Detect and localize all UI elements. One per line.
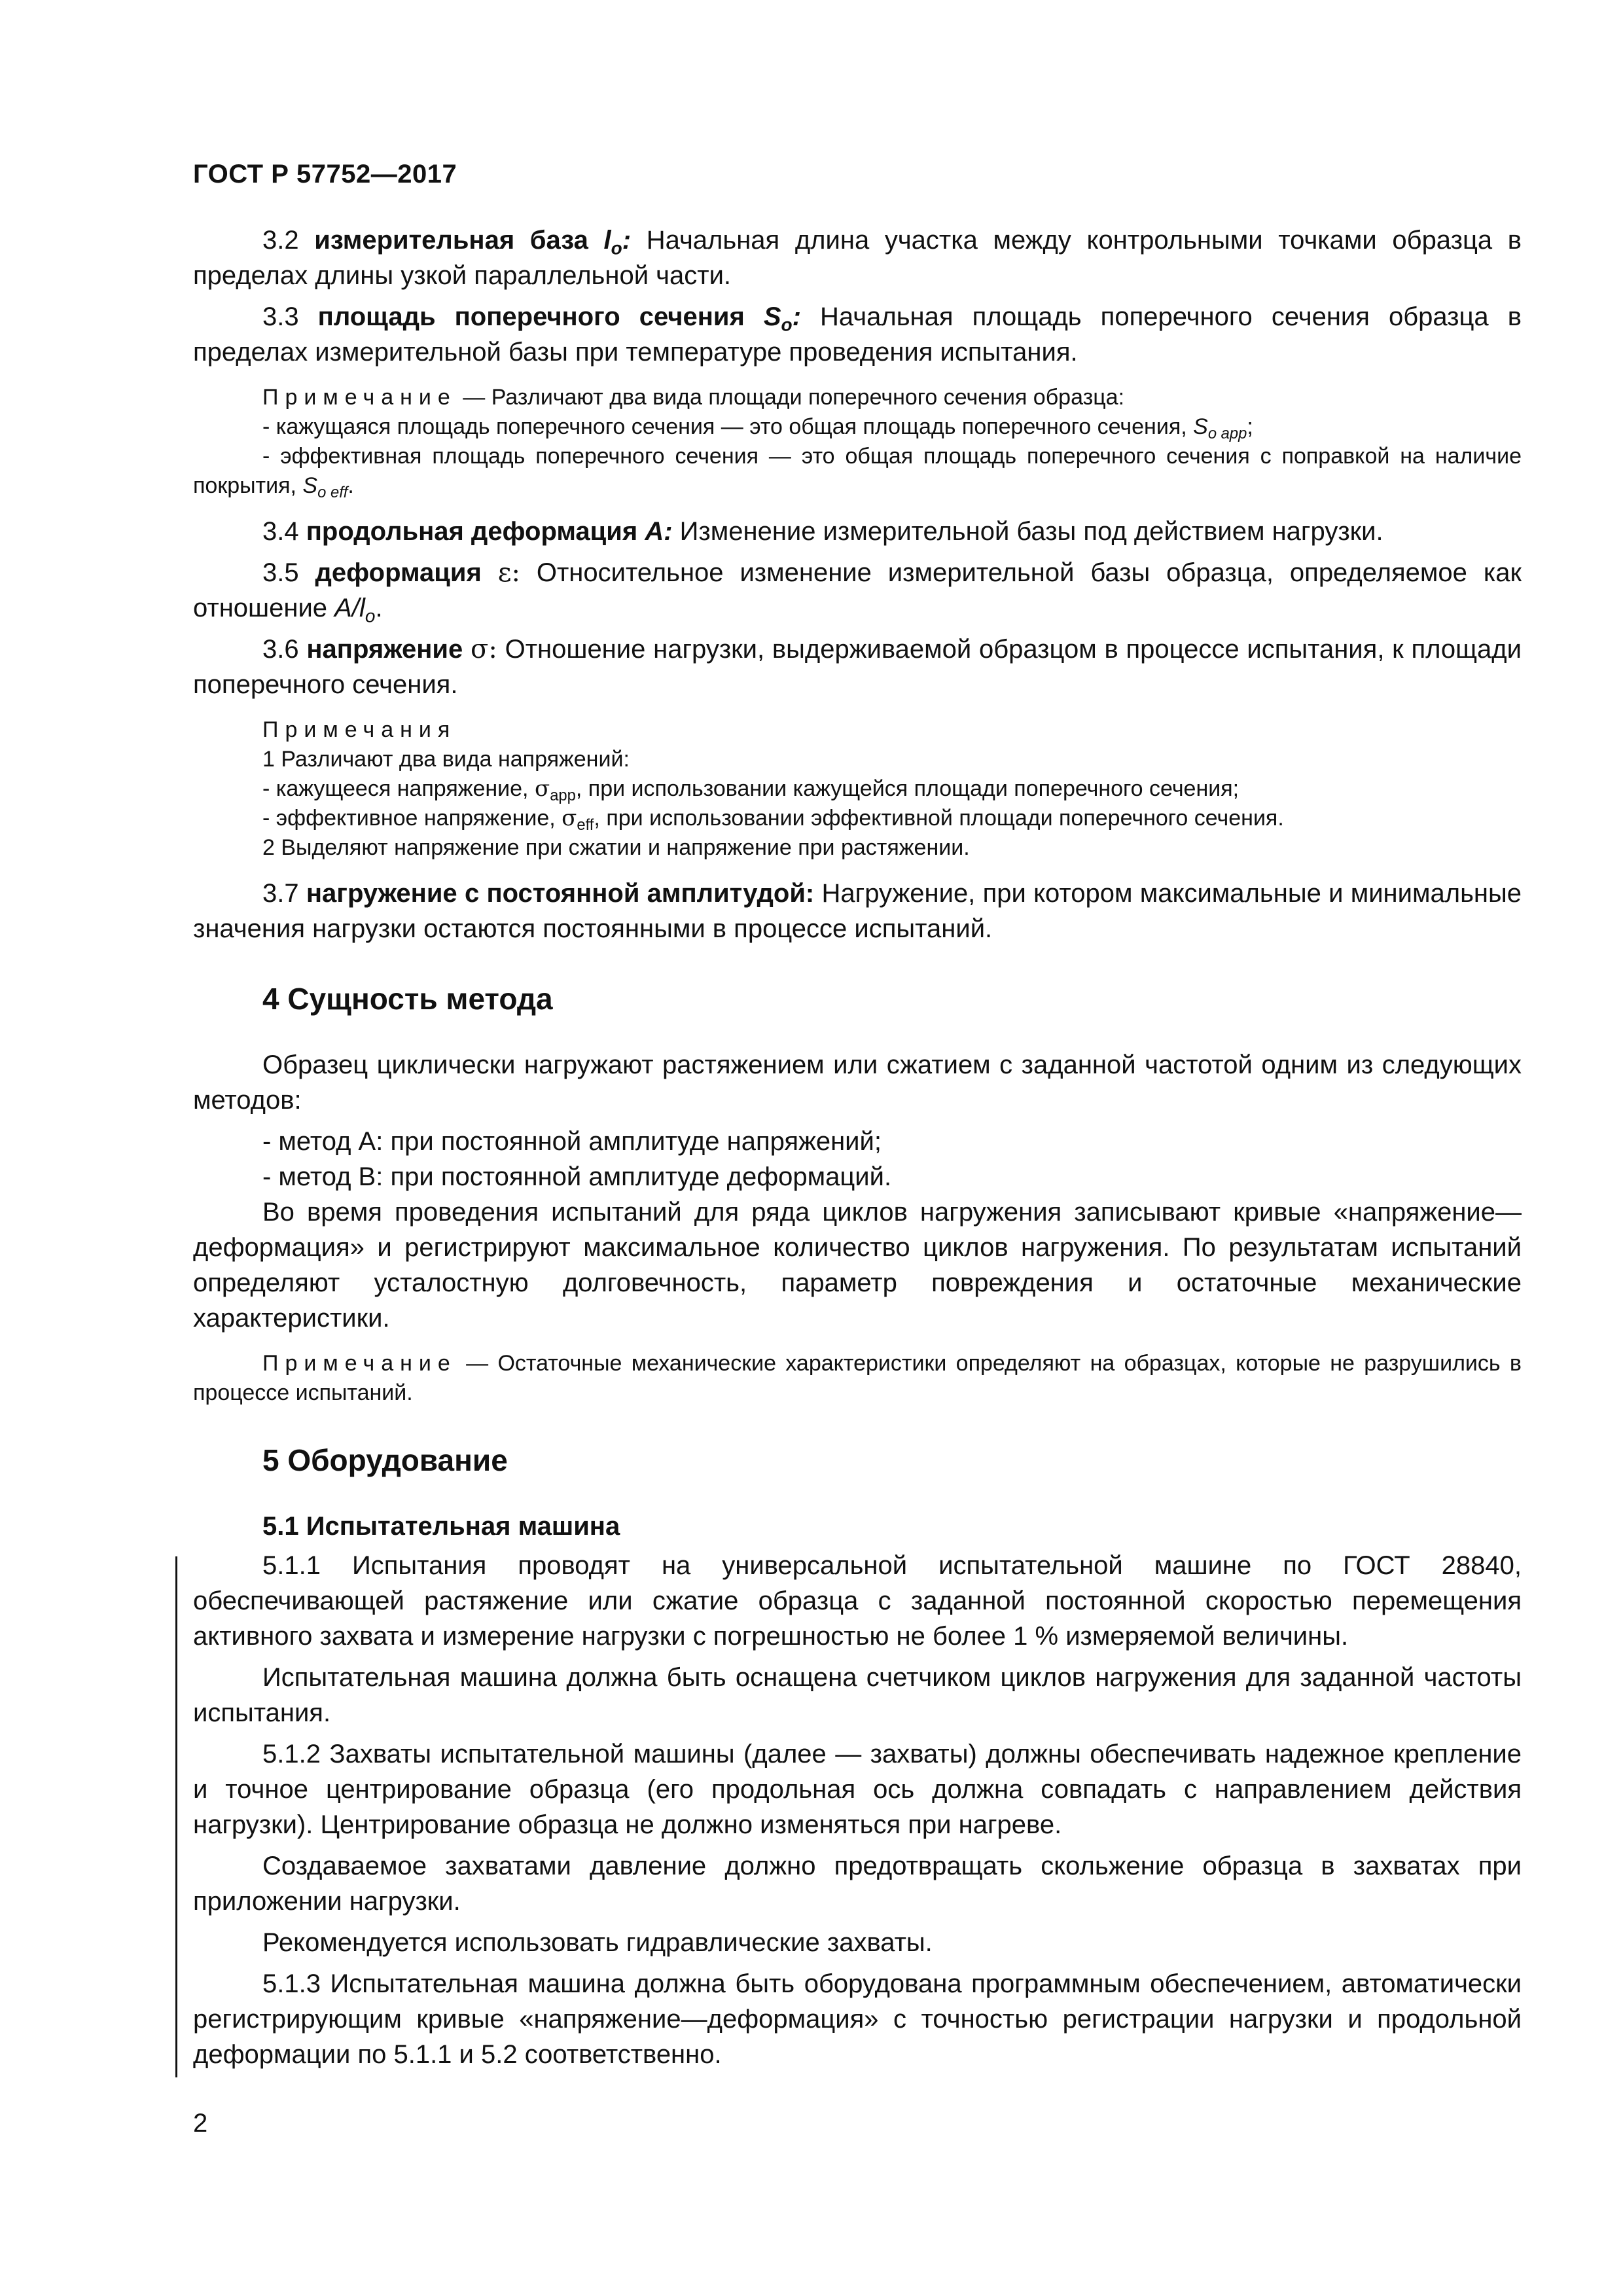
term-symbol: A: (645, 517, 673, 546)
term: деформация (315, 558, 482, 587)
page-number: 2 (193, 2109, 208, 2138)
definition-text: Начальная площадь поперечного сечения образца в пределах измерительной базы при температуре проведения испытания. (193, 302, 1522, 367)
term: напряжение (306, 635, 463, 664)
definition-text: Начальная длина участка между контрольными точками образца в пределах длины узкой параллельной части. (193, 226, 1522, 290)
term: площадь поперечного сечения (317, 302, 745, 331)
term: нагружение с постоянной амплитудой: (306, 879, 815, 908)
page-content (193, 223, 1522, 2078)
clause-5-1-1: 5.1.1 Испытания проводят на универсальной испытательной машине по ГОСТ 28840, обеспечивающей растяжение или сжатие образца с заданной постоянной скоростью перемещения активного захвата и измерение нагрузки с погрешностью не более 1 % измеряемой величины. (193, 1551, 1522, 1651)
note-line: - кажущееся напряжение, $\sigma_{app}$, при использовании кажущейся площади поперечного сечения; (262, 776, 1240, 805)
term-symbol: $l_o$: (603, 226, 632, 259)
clause-5-1-1-b: Испытательная машина должна быть оснащена счетчиком циклов нагружения для заданной частоты испытания. (193, 1663, 1522, 1727)
definition-3-3 (193, 299, 1522, 370)
section-4-heading: 4 Сущность метода (262, 982, 553, 1016)
definition-text: Изменение измерительной базы под действием нагрузки. (679, 517, 1383, 546)
note-label: Примечание (262, 385, 457, 410)
clause-number: 3.3 (262, 302, 299, 331)
section-5-heading: 5 Оборудование (262, 1443, 508, 1477)
clause-number: 3.2 (262, 226, 299, 255)
definition-3-6: 3.6 напряжение σ: Отношение нагрузки, выдерживаемой образцом в процессе испытания, к площади поперечного сечения. (193, 634, 1522, 699)
definition-3-2 (193, 223, 1522, 293)
definition-text: Отношение нагрузки, выдерживаемой образцом в процессе испытания, к площади поперечного сечения. (193, 635, 1522, 699)
note-line: - эффективное напряжение, $\sigma_{eff}$, при использовании эффективной площади поперечного сечения. (262, 805, 1284, 834)
clause-5-1-2-b: Создаваемое захватами давление должно предотвращать скольжение образца в захватах при приложении нагрузки. (193, 1852, 1522, 1916)
section-4-paragraph: Образец циклически нагружают растяжением или сжатием с заданной частотой одним из следующих методов: (193, 1050, 1522, 1115)
section-4-paragraph: Во время проведения испытаний для ряда циклов нагружения записывают кривые «напряжение—деформация» и регистрируют максимальное количество циклов нагружения. По результатам испытаний определяют усталостную долговечность, параметр повреждения и остаточные механические характеристики. (193, 1198, 1522, 1333)
note-section-4: Примечание — Остаточные механические характеристики определяют на образцах, которые не разрушились в процессе испытаний. (193, 1351, 1522, 1405)
clause-5-1-2-c: Рекомендуется использовать гидравлические захваты. (262, 1928, 933, 1957)
notes-label: Примечания (262, 717, 457, 742)
definition-text: Относительное изменение измерительной базы образца, определяемое как отношение (193, 558, 1522, 622)
definition-3-4: 3.4 продольная деформация A: Изменение измерительной базы под действием нагрузки. (262, 517, 1383, 546)
term: измерительная база (314, 226, 588, 255)
clause-5-1-2: 5.1.2 Захваты испытательной машины (далее — захваты) должны обеспечивать надежное крепление и точное центрирование образца (его продольная ось должна совпадать с направлением действия нагрузки). Центрирование образца не должно изменяться при нагреве. (193, 1740, 1522, 1839)
subsection-5-1-heading: 5.1 Испытательная машина (262, 1512, 620, 1541)
note-line: 2 Выделяют напряжение при сжатии и напряжение при растяжении. (262, 835, 970, 860)
definition-3-7: 3.7 нагружение с постоянной амплитудой: Нагружение, при котором максимальные и минимальные значения нагрузки остаются постоянными в процессе испытаний. (193, 879, 1522, 943)
document-code: ГОСТ Р 57752—2017 (193, 160, 457, 188)
definition-text: Нагружение, при котором максимальные и минимальные значения нагрузки остаются постоянными в процессе испытаний. (193, 879, 1522, 943)
note-3-3: Примечание — Различают два вида площади поперечного сечения образца: - кажущаяся площадь поперечного сечения — это общая площадь поперечного сечения, $S_{o app}$; - эффективная площадь поперечного сечения — это общая площадь поперечного сечения с поправкой на наличие покрытия, $S_{o eff}$. (193, 385, 1522, 502)
formula: A/l (334, 594, 365, 622)
term-symbol: ε: (497, 558, 520, 588)
note-line: - эффективная площадь поперечного сечения — это общая площадь поперечного сечения с поправкой на наличие покрытия, $S_{o eff}$. (193, 444, 1522, 502)
term-symbol: σ: (471, 634, 497, 664)
method-b: - метод В: при постоянной амплитуде деформаций. (262, 1162, 892, 1191)
notes-3-6 (193, 715, 1522, 863)
clause-5-1-3: 5.1.3 Испытательная машина должна быть оборудована программным обеспечением, автоматически регистрирующим кривые «напряжение—деформация» с точностью регистрации нагрузки и продольной деформации по 5.1.1 и 5.2 соответственно. (193, 1969, 1522, 2069)
change-bar (175, 1556, 177, 2077)
note-label: Примечание (262, 1351, 457, 1376)
note-line: - кажущаяся площадь поперечного сечения — это общая площадь поперечного сечения, $S_{o app}$; (262, 414, 1253, 443)
definition-3-5: 3.5 деформация ε: Относительное изменение измерительной базы образца, определяемое как отношение $A/l_o$. (193, 558, 1522, 626)
method-a: - метод А: при постоянной амплитуде напряжений; (262, 1127, 882, 1156)
term-symbol: $S_o$: (763, 302, 801, 335)
note-line: 1 Различают два вида напряжений: (262, 747, 630, 772)
term: продольная деформация (306, 517, 638, 546)
